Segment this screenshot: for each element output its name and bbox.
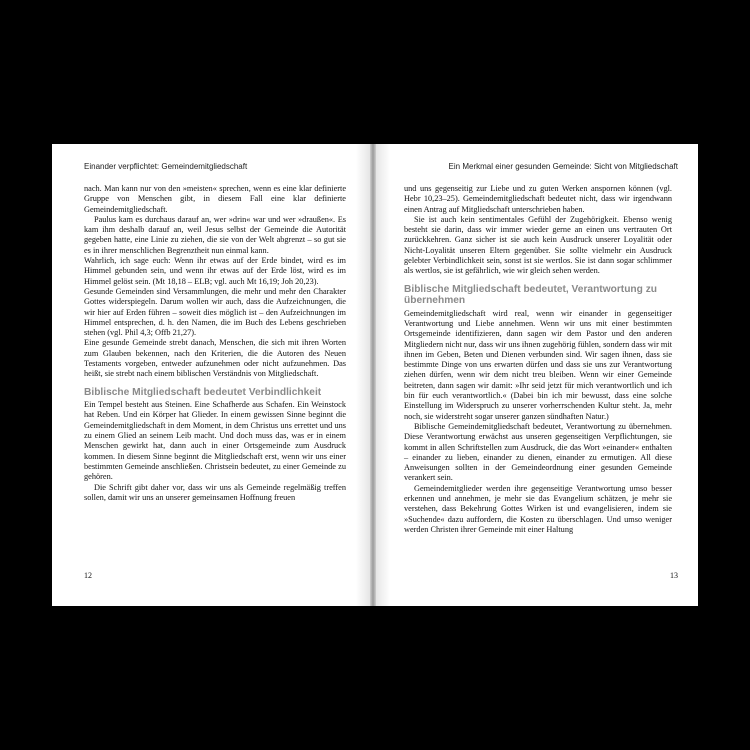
paragraph: Ein Tempel besteht aus Steinen. Eine Schafherde aus Schafen. Ein Weinstock hat Reben. Und ein Körper hat Glieder. In einem gewissen Sinne beginnt die Gemeindemitgliedschaft in dem Moment, in dem Christus uns errettet und uns zu einem Glied an seinem Leib macht. Und doch muss das, was er in einem Menschen gewirkt hat, dann auch in einer Ortsgemeinde zum Ausdruck kommen. In diesem Sinne beginnt die Mitgliedschaft erst, wenn wir uns einer bestimmten Gemeinde anschließen. Christsein bedeutet, zu einer Gemeinde zu gehören. xyxy=(84,400,346,482)
page-number: 12 xyxy=(84,571,92,580)
paragraph: Die Schrift gibt daher vor, dass wir uns als Gemeinde regelmäßig treffen sollen, damit wir uns an unserer gemeinsamen Hoffnung freuen xyxy=(84,482,346,502)
paragraph: Biblische Gemeindemitgliedschaft bedeutet, Verantwortung zu übernehmen. Diese Verantwortung erwächst aus unseren gegenseitigen Verpflichtungen, sie kommt in allen Schriftstellen zum Ausdruck, die das Wort »einander« enthalten – einander zu lieben, einander zu dienen, einander zu ermutigen. All diese Anweisungen sollten in der Gemeindeordnung einer gesunden Gemeinde verankert sein. xyxy=(404,421,672,483)
paragraph: nach. Man kann nur von den »meisten« sprechen, wenn es eine klar definierte Gruppe von Menschen gibt, in diesem Fall eine klar definierte Gemeindemitgliedschaft. xyxy=(84,184,346,214)
page-number: 13 xyxy=(670,571,678,580)
paragraph: Gesunde Gemeinden sind Versammlungen, die mehr und mehr den Charakter Gottes widerspiegeln. Darum wollen wir auch, dass die Aufzeichnungen, die wir hier auf Erden führen – soweit dies möglich ist – den Aufzeichnungen im Himmel entsprechen, d. h. den Namen, die im Buch des Lebens geschrieben stehen (vgl. Phil 4,3; Offb 21,27). xyxy=(84,286,346,338)
left-page xyxy=(52,144,370,606)
running-header: Ein Merkmal einer gesunden Gemeinde: Sicht von Mitgliedschaft xyxy=(448,162,678,171)
paragraph: Sie ist auch kein sentimentales Gefühl der Zugehörigkeit. Ebenso wenig besteht sie darin, dass wir immer wieder gerne an einen uns vertrauten Ort zurückkehren. Ganz sicher ist sie auch kein Ausdruck unserer Loyalität oder Nicht-Loyalität unseren Eltern gegenüber. Sie sollte vielmehr ein Ausdruck gelebter Verbindlichkeit sein, sonst ist sie wertlos. Sie ist dann sogar schlimmer als wertlos, sie ist gefährlich, wie wir gleich sehen werden. xyxy=(404,214,672,276)
page-body xyxy=(404,184,672,535)
paragraph: und uns gegenseitig zur Liebe und zu guten Werken anspornen können (vgl. Hebr 10,23–25). Gemeindemitgliedschaft bedeutet nicht, dass wir irgendwann einen Antrag auf Mitgliedschaft unterschrieben haben. xyxy=(404,184,672,214)
section-heading: Biblische Mitgliedschaft bedeutet, Verantwortung zu übernehmen xyxy=(404,283,658,307)
paragraph: Eine gesunde Gemeinde strebt danach, Menschen, die sich mit ihren Worten zum Glauben bekennen, nach den Kriterien, die die Autoren des Neuen Testaments vorgeben, entweder aufzunehmen oder nicht aufzunehmen. Das heißt, sie strebt nach einem biblischen Verständnis von Mitgliedschaft. xyxy=(84,338,346,379)
running-header: Einander verpflichtet: Gemeindemitgliedschaft xyxy=(84,162,248,171)
page-body xyxy=(84,184,346,503)
paragraph: Gemeindemitgliedschaft wird real, wenn wir einander in gegenseitiger Verantwortung und Liebe annehmen. Wenn wir uns mit einer bestimmten Ortsgemeinde identifizieren, dann sagen wir dem Pastor und den anderen Mitgliedern nicht nur, dass wir uns ihnen zugehörig fühlen, sondern dass wir mit ihnen im Geben, Beten und Dienen verbunden sind. Wir sagen ihnen, dass sie bestimmte Dinge von uns erwarten dürfen und dass sie uns zur Verantwortung ziehen dürfen, wenn wir dem nicht treu bleiben. Wenn wir einer Gemeinde beitreten, dann sagen wir damit: »Ihr seid jetzt für mich verantwortlich und ich bin für euch verantwortlich.« (Dabei bin ich mir bewusst, dass eine solche Einstellung im Widerspruch zu unserer vorherrschenden Kultur steht. Ja, mehr noch, sie widerstreht sogar unserer ganzen sündhaften Natur.) xyxy=(404,308,672,421)
paragraph: Gemeindemitglieder werden ihre gegenseitige Verantwortung umso besser erkennen und annehmen, je mehr sie das Evangelium schätzen, je mehr sie verstehen, dass Bekehrung Gottes Wirken ist und evangelisieren, indem sie »Suchende« dazu auffordern, die Kosten zu überschlagen. Und umso weniger werden Christen ihrer Gemeinde mit einer Haltung xyxy=(404,483,672,534)
right-page xyxy=(376,144,698,606)
section-heading: Biblische Mitgliedschaft bedeutet Verbindlichkeit xyxy=(84,386,322,398)
block-quote: Wahrlich, ich sage euch: Wenn ihr etwas auf der Erde bindet, wird es im Himmel gebunden sein, und wenn ihr etwas auf der Erde löst, wird es im Himmel gelöst sein. (Mt 18,18 – ELB; vgl. auch Mt 16,19; Joh 20,23). xyxy=(84,256,346,286)
paragraph: Paulus kam es durchaus darauf an, wer »drin« war und wer »draußen«. Es kam ihm deshalb darauf an, weil Jesus selbst der Gemeinde die Autorität gegeben hatte, eine Linie zu ziehen, die sie von der Welt abgrenzt – so gut sie es in ihrer menschlichen Begrenztheit nun einmal kann. xyxy=(84,214,346,255)
